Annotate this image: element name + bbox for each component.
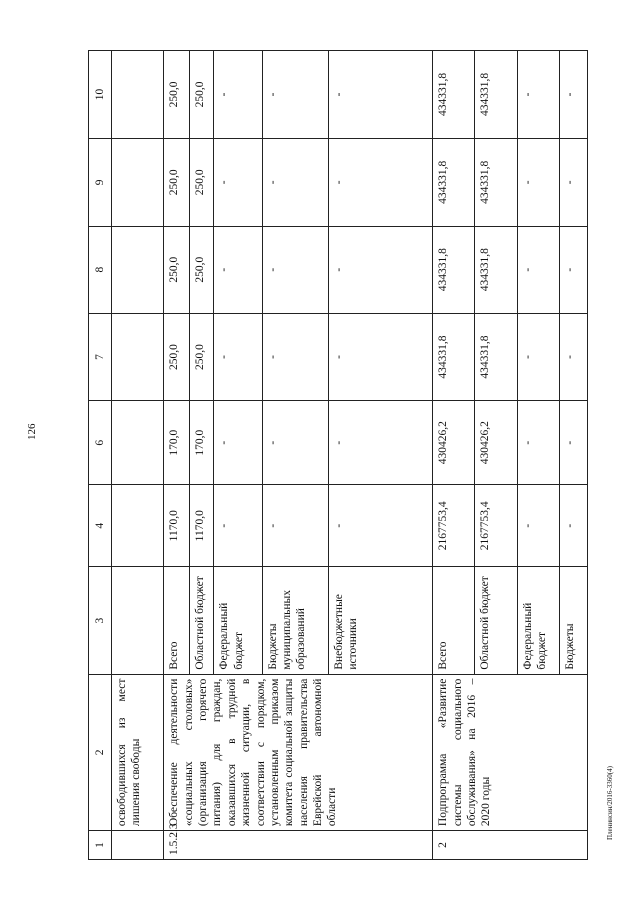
source-cell: Бюджеты — [559, 567, 587, 674]
value-cell-v4: 2167753,4 — [475, 485, 517, 568]
value-cell-v4: - — [214, 485, 262, 568]
value-cell-v8: - — [214, 226, 262, 313]
value-cell-v9 — [112, 138, 164, 226]
table-body — [89, 51, 588, 860]
value-cell-v9: 250,0 — [190, 138, 214, 226]
value-cell-v8 — [112, 226, 164, 313]
row-name-cell: Обеспечение деятельности «социальных столовых» (организация горячего питания) для граждан, оказавшихся в трудной жизненной ситуации, в соответствии с порядком, установленным приказом комитета социальной защиты населения правительства Еврейской автономной области — [164, 674, 433, 830]
source-cell: Всего — [164, 567, 190, 674]
value-cell-v8: - — [517, 226, 559, 313]
header-cell: 10 — [89, 51, 112, 139]
value-cell-v10: - — [559, 51, 587, 139]
value-cell-v9: - — [262, 138, 328, 226]
value-cell-v10: - — [262, 51, 328, 139]
value-cell-v6: - — [517, 401, 559, 485]
source-cell: Федеральный бюджет — [517, 567, 559, 674]
header-cell: 6 — [89, 401, 112, 485]
value-cell-v8: 250,0 — [190, 226, 214, 313]
value-cell-v6: 430426,2 — [475, 401, 517, 485]
value-cell-v7: - — [517, 313, 559, 401]
header-cell: 9 — [89, 138, 112, 226]
value-cell-v8: 434331,8 — [475, 226, 517, 313]
value-cell-v4: 1170,0 — [164, 485, 190, 568]
row-name-cell: освободившихся из мест лишения свободы — [112, 674, 164, 830]
value-cell-v4: - — [262, 485, 328, 568]
value-cell-v8: 434331,8 — [433, 226, 475, 313]
value-cell-v6: - — [559, 401, 587, 485]
value-cell-v6: 430426,2 — [433, 401, 475, 485]
source-cell: Всего — [433, 567, 475, 674]
value-cell-v8: - — [559, 226, 587, 313]
value-cell-v9: - — [214, 138, 262, 226]
header-cell: 7 — [89, 313, 112, 401]
value-cell-v9: - — [328, 138, 432, 226]
budget-table — [88, 50, 588, 860]
value-cell-v4: 1170,0 — [190, 485, 214, 568]
source-cell: Областной бюджет — [190, 567, 214, 674]
source-cell: Внебюджетные источники — [328, 567, 432, 674]
value-cell-v6: - — [262, 401, 328, 485]
value-cell-v6: - — [328, 401, 432, 485]
value-cell-v10: 250,0 — [164, 51, 190, 139]
table-row — [112, 51, 164, 860]
value-cell-v10 — [112, 51, 164, 139]
source-cell: Бюджеты муниципальных образований — [262, 567, 328, 674]
value-cell-v10: - — [517, 51, 559, 139]
value-cell-v10: 434331,8 — [433, 51, 475, 139]
rotated-table-container — [88, 50, 588, 860]
value-cell-v7: - — [559, 313, 587, 401]
value-cell-v9: - — [517, 138, 559, 226]
value-cell-v7 — [112, 313, 164, 401]
source-cell: Федеральный бюджет — [214, 567, 262, 674]
row-code-cell: 2 — [433, 831, 588, 860]
row-code-cell — [112, 831, 164, 860]
page-number: 126 — [26, 423, 38, 440]
value-cell-v6: 170,0 — [164, 401, 190, 485]
value-cell-v6: 170,0 — [190, 401, 214, 485]
value-cell-v7: - — [214, 313, 262, 401]
header-cell: 2 — [89, 674, 112, 830]
value-cell-v4: - — [328, 485, 432, 568]
value-cell-v7: - — [262, 313, 328, 401]
value-cell-v9: 250,0 — [164, 138, 190, 226]
value-cell-v7: 250,0 — [164, 313, 190, 401]
value-cell-v10: 434331,8 — [475, 51, 517, 139]
value-cell-v8: - — [328, 226, 432, 313]
value-cell-v7: - — [328, 313, 432, 401]
header-cell: 3 — [89, 567, 112, 674]
value-cell-v10: - — [328, 51, 432, 139]
value-cell-v10: 250,0 — [190, 51, 214, 139]
table-row — [164, 51, 190, 860]
value-cell-v9: 434331,8 — [475, 138, 517, 226]
value-cell-v9: 434331,8 — [433, 138, 475, 226]
table-row — [433, 51, 475, 860]
value-cell-v6: - — [214, 401, 262, 485]
source-cell — [112, 567, 164, 674]
header-row — [89, 51, 112, 860]
value-cell-v7: 434331,8 — [433, 313, 475, 401]
value-cell-v4 — [112, 485, 164, 568]
value-cell-v10: - — [214, 51, 262, 139]
row-code-cell: 1.5.2.3 — [164, 831, 433, 860]
header-cell: 4 — [89, 485, 112, 568]
value-cell-v7: 250,0 — [190, 313, 214, 401]
footer-code: Пленинсин/2016-3360(4) — [606, 766, 614, 840]
value-cell-v7: 434331,8 — [475, 313, 517, 401]
value-cell-v6 — [112, 401, 164, 485]
row-name-cell: Подпрограмма «Развитие системы социального обслуживания» на 2016 – 2020 годы — [433, 674, 588, 830]
value-cell-v4: - — [559, 485, 587, 568]
value-cell-v8: - — [262, 226, 328, 313]
header-cell: 1 — [89, 831, 112, 860]
source-cell: Областной бюджет — [475, 567, 517, 674]
header-cell: 8 — [89, 226, 112, 313]
value-cell-v4: 2167753,4 — [433, 485, 475, 568]
value-cell-v9: - — [559, 138, 587, 226]
value-cell-v4: - — [517, 485, 559, 568]
value-cell-v8: 250,0 — [164, 226, 190, 313]
